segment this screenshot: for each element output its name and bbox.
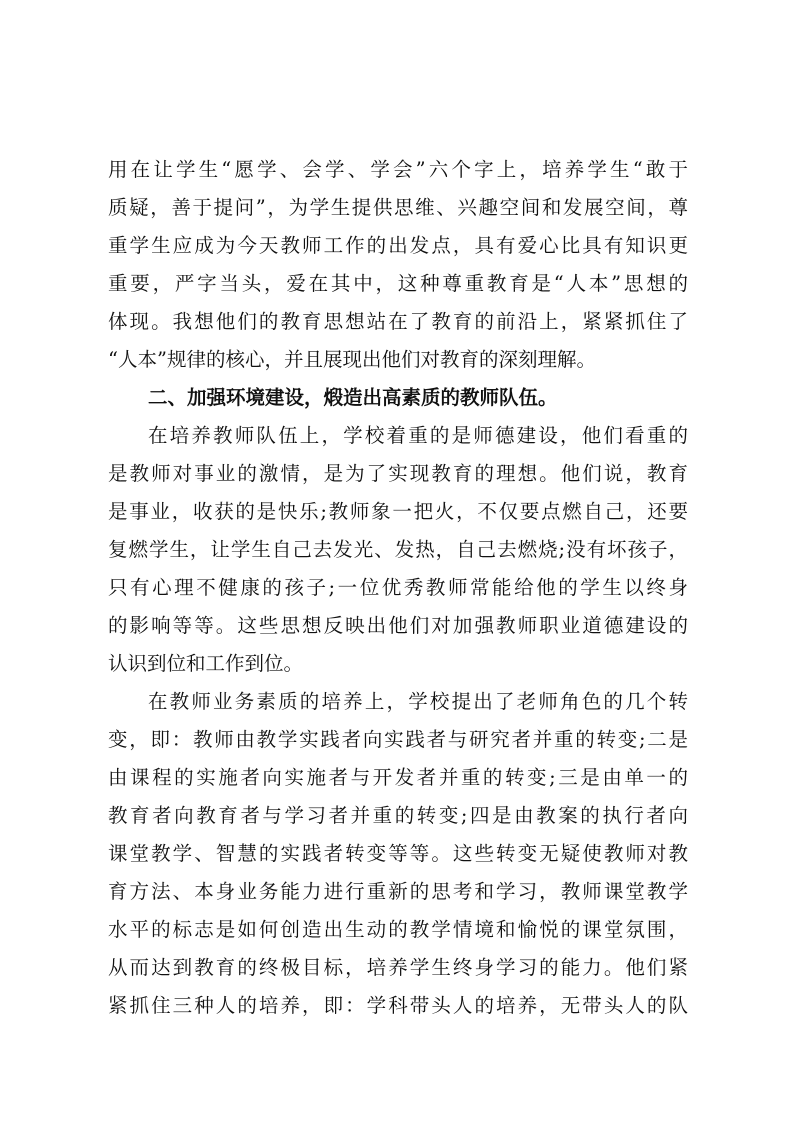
text-line: 在培养教师队伍上，学校着重的是师德建设，他们看重的 bbox=[148, 424, 688, 447]
text-line: 认识到位和工作到位。 bbox=[108, 652, 304, 675]
text-line: 紧抓住三种人的培养，即：学科带头人的培养，无带头人的队 bbox=[108, 994, 688, 1017]
text-line: 由课程的实施者向实施者与开发者并重的转变;三是由单一的 bbox=[108, 766, 688, 789]
text-line: 二、加强环境建设，煅造出高素质的教师队伍。 bbox=[148, 386, 558, 409]
text-line: 重学生应成为今天教师工作的出发点，具有爱心比具有知识更 bbox=[108, 234, 688, 257]
text-line: 用在让学生“愿学、会学、学会”六个字上，培养学生“敢于 bbox=[108, 158, 688, 181]
text-line: 变，即：教师由教学实践者向实践者与研究者并重的转变;二是 bbox=[108, 728, 688, 751]
document-page bbox=[108, 151, 688, 1025]
text-line: 体现。我想他们的教育思想站在了教育的前沿上，紧紧抓住了 bbox=[108, 310, 688, 333]
text-line: 重要，严字当头，爱在其中，这种尊重教育是“人本”思想的 bbox=[108, 272, 688, 295]
paragraph bbox=[108, 417, 688, 683]
text-line: 是事业，收获的是快乐;教师象一把火，不仅要点燃自己，还要 bbox=[108, 500, 688, 523]
text-line: 课堂教学、智慧的实践者转变等等。这些转变无疑使教师对教 bbox=[108, 842, 688, 865]
text-line: 育方法、本身业务能力进行重新的思考和学习，教师课堂教学 bbox=[108, 880, 688, 903]
text-line: 质疑，善于提问”，为学生提供思维、兴趣空间和发展空间，尊 bbox=[108, 196, 688, 219]
text-line: 只有心理不健康的孩子;一位优秀教师常能给他的学生以终身 bbox=[108, 576, 688, 599]
text-line: 在教师业务素质的培养上，学校提出了老师角色的几个转 bbox=[148, 690, 688, 713]
text-line: 的影响等等。这些思想反映出他们对加强教师职业道德建设的 bbox=[108, 614, 688, 637]
text-line: 教育者向教育者与学习者并重的转变;四是由教案的执行者向 bbox=[108, 804, 688, 827]
text-line: 水平的标志是如何创造出生动的教学情境和愉悦的课堂氛围， bbox=[108, 918, 688, 941]
paragraph bbox=[108, 683, 688, 1025]
paragraph bbox=[108, 151, 688, 379]
text-line: 复燃学生，让学生自己去发光、发热，自己去燃烧;没有坏孩子， bbox=[108, 538, 688, 561]
text-line: 是教师对事业的激情，是为了实现教育的理想。他们说，教育 bbox=[108, 462, 688, 485]
section-heading bbox=[108, 379, 688, 417]
text-line: 从而达到教育的终极目标，培养学生终身学习的能力。他们紧 bbox=[108, 956, 688, 979]
text-line: “人本”规律的核心，并且展现出他们对教育的深刻理解。 bbox=[108, 348, 596, 371]
